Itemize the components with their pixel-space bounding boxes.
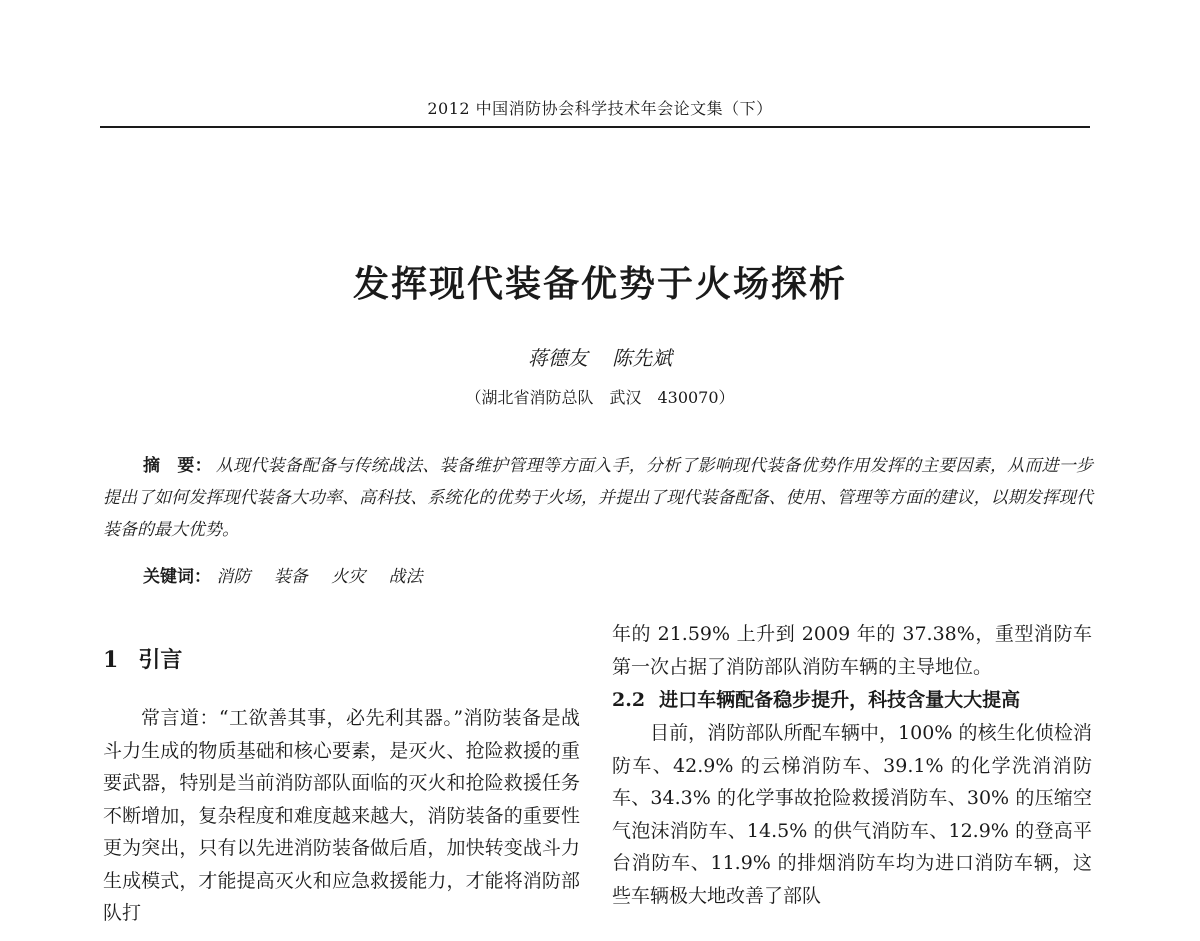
section-1-paragraph: 常言道：“工欲善其事，必先利其器。”消防装备是战斗力生成的物质基础和核心要素，是灭火、抢险救援的重要武器，特别是当前消防部队面临的灭火和抢险救援任务不断增加，复杂程度和难度越来越大，消防装备的重要性更为突出，只有以先进消防装备做后盾，加快转变战斗力生成模式，才能提高灭火和应急救援能力，才能将消防部队打 [103, 707, 580, 924]
section-1-heading [103, 640, 580, 680]
subsection-number: 2.2 [612, 689, 646, 711]
section-2-2-paragraph: 目前，消防部队所配车辆中，100% 的核生化侦检消防车、42.9% 的云梯消防车、39.1% 的化学洗消消防车、34.3% 的化学事故抢险救援消防车、30% 的压缩空气泡沫消防车、14.5% 的供气消防车、12.9% 的登高平台消防车、11.9% 的排烟消防车均为进口消防车辆，这些车辆极大地改善了部队 [612, 722, 1092, 907]
abstract [103, 450, 1093, 546]
keyword: 战法 [388, 567, 423, 587]
authors: 蒋德友 陈先斌 [527, 346, 673, 370]
right-column [612, 618, 1092, 912]
continued-paragraph: 年的 21.59% 上升到 2009 年的 37.38%，重型消防车第一次占据了消防部队消防车辆的主导地位。 [612, 623, 1092, 678]
section-number: 1 [103, 647, 119, 673]
paper-title: 发挥现代装备优势于火场探析 [352, 263, 847, 305]
keywords [143, 562, 441, 587]
keyword: 装备 [273, 567, 308, 587]
section-2-2-heading [612, 683, 1092, 717]
keyword: 消防 [216, 567, 251, 587]
header-rule [100, 126, 1090, 128]
affiliation: （湖北省消防总队 武汉 430070） [465, 388, 735, 407]
section-title: 引言 [138, 647, 183, 673]
subsection-title: 进口车辆配备稳步提升，科技含量大大提高 [659, 689, 1021, 711]
abstract-text: 从现代装备配备与传统战法、装备维护管理等方面入手，分析了影响现代装备优势作用发挥的主要因素，从而进一步提出了如何发挥现代装备大功率、高科技、系统化的优势于火场，并提出了现代装备配备、使用、管理等方面的建议，以期发挥现代装备的最大优势。 [103, 456, 1094, 540]
left-column [103, 640, 580, 930]
keywords-label: 关键词： [143, 567, 211, 587]
running-header: 2012 中国消防协会科学技术年会论文集（下） [427, 99, 773, 118]
abstract-label: 摘 要： [143, 456, 212, 476]
keyword: 火灾 [331, 567, 366, 587]
